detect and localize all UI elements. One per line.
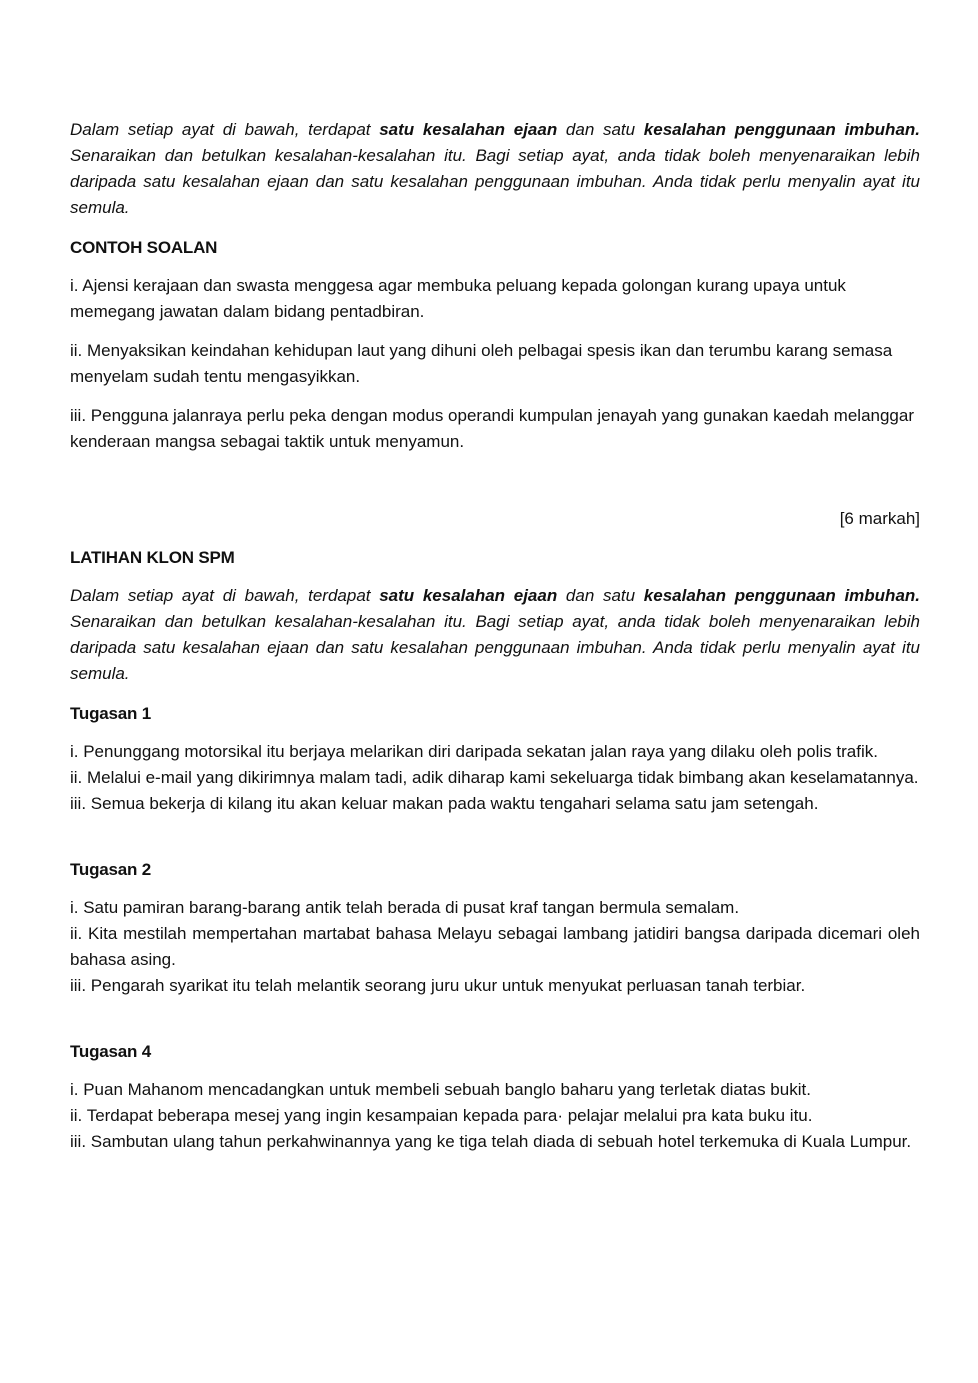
instruction-bold-imbuhan: kesalahan penggunaan imbuhan.: [643, 586, 921, 605]
tugasan-4-item: iii. Sambutan ulang tahun perkahwinannya yang ke tiga telah diada di sebuah hotel terkemuka di Kuala Lumpur.: [70, 1132, 912, 1151]
tugasan-4-item: ii. Terdapat beberapa mesej yang ingin kesampaian kepada para· pelajar melalui pra kata buku itu.: [70, 1106, 813, 1125]
instruction-text: Dalam setiap ayat di bawah, terdapat: [70, 120, 380, 139]
instruction-paragraph-repeat: [70, 583, 920, 687]
tugasan-4-item: i. Puan Mahanom mencadangkan untuk membeli sebuah banglo baharu yang terletak diatas bukit.: [70, 1080, 811, 1099]
instruction-text: Dalam setiap ayat di bawah, terdapat: [70, 586, 380, 605]
document-page: [70, 117, 920, 1155]
contoh-item: iii. Pengguna jalanraya perlu peka dengan modus operandi kumpulan jenayah yang gunakan kaedah melanggar kenderaan mangsa sebagai taktik untuk menyamun.: [70, 406, 914, 451]
tugasan-1-item: i. Penunggang motorsikal itu berjaya melarikan diri daripada sekatan jalan raya yang dilaku oleh polis trafik.: [70, 742, 878, 761]
instruction-paragraph: [70, 117, 920, 221]
tugasan-1-heading: Tugasan 1: [70, 704, 152, 723]
instruction-bold-imbuhan: kesalahan penggunaan imbuhan.: [643, 120, 921, 139]
instruction-bold-ejaan: satu kesalahan ejaan: [379, 586, 558, 605]
latihan-heading: LATIHAN KLON SPM: [70, 548, 235, 567]
contoh-item: i. Ajensi kerajaan dan swasta menggesa agar membuka peluang kepada golongan kurang upaya untuk memegang jawatan dalam bidang pentadbiran.: [70, 276, 846, 321]
contoh-soalan-heading: CONTOH SOALAN: [70, 238, 218, 257]
tugasan-2-item: iii. Pengarah syarikat itu telah melantik seorang juru ukur untuk menyukat perluasan tanah terbiar.: [70, 976, 806, 995]
tugasan-1-item: ii. Melalui e-mail yang dikirimnya malam tadi, adik diharap kami sekeluarga tidak bimbang akan keselamatannya.: [70, 768, 919, 787]
instruction-bold-ejaan: satu kesalahan ejaan: [379, 120, 558, 139]
instruction-text: dan satu: [557, 120, 644, 139]
instruction-text: Senaraikan dan betulkan kesalahan-kesalahan itu. Bagi setiap ayat, anda tidak boleh menyenaraikan lebih daripada satu kesalahan ejaan dan satu kesalahan penggunaan imbuhan. Anda tidak perlu menyalin ayat itu semula.: [70, 612, 920, 683]
instruction-text: Senaraikan dan betulkan kesalahan-kesalahan itu. Bagi setiap ayat, anda tidak boleh menyenaraikan lebih daripada satu kesalahan ejaan dan satu kesalahan penggunaan imbuhan. Anda tidak perlu menyalin ayat itu semula.: [70, 146, 920, 217]
contoh-item: ii. Menyaksikan keindahan kehidupan laut yang dihuni oleh pelbagai spesis ikan dan terumbu karang semasa menyelam sudah tentu mengasyikkan.: [70, 341, 893, 386]
instruction-text: dan satu: [557, 586, 644, 605]
marks-label: [6 markah]: [839, 509, 920, 528]
tugasan-2-heading: Tugasan 2: [70, 860, 152, 879]
tugasan-1-item: iii. Semua bekerja di kilang itu akan keluar makan pada waktu tengahari selama satu jam setengah.: [70, 794, 819, 813]
tugasan-2-item: i. Satu pamiran barang-barang antik telah berada di pusat kraf tangan bermula semalam.: [70, 898, 740, 917]
tugasan-4-heading: Tugasan 4: [70, 1042, 152, 1061]
tugasan-2-item: ii. Kita mestilah mempertahan martabat bahasa Melayu sebagai lambang jatidiri bangsa daripada dicemari oleh bahasa asing.: [70, 924, 920, 969]
